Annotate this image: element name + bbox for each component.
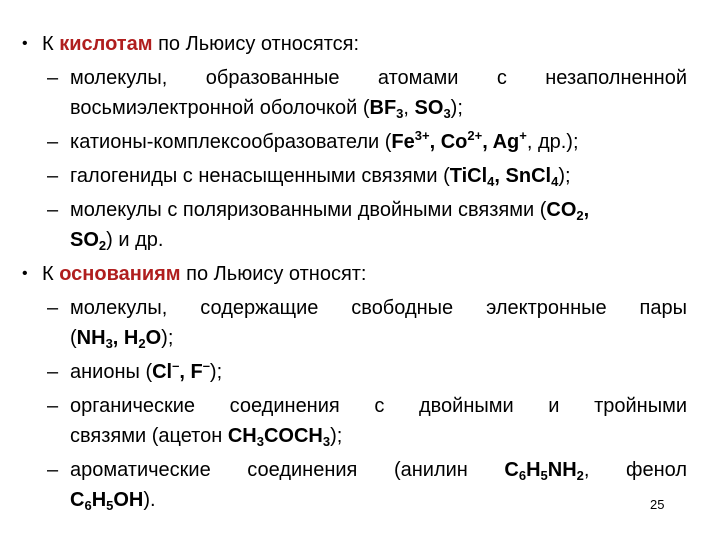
acids-item3: галогениды с ненасыщенными связями (TiCl$_4$, SnCl$_4$); <box>70 165 571 189</box>
bases-item3-line1: органические соединения с двойными и тройными <box>70 395 687 417</box>
dash: – <box>47 361 59 383</box>
dash: – <box>47 459 59 481</box>
bases-item4-line2: $C_6H_5OH$). <box>70 489 156 513</box>
bases-item1-line2: ($NH_3$, $H_2O$); <box>70 327 174 351</box>
dash: – <box>47 131 59 153</box>
acids-item4-line2: $SO_2$) и др. <box>70 229 164 253</box>
bases-item1-line1: молекулы, содержащие свободные электронные пары <box>70 297 687 319</box>
acids-item2: катионы-комплексообразователи ($Fe^{3+}$, $Co^{2+}$, Ag+, др.); <box>70 128 579 153</box>
acids-keyword: кислотам <box>59 33 153 55</box>
acids-item1-line2: восьмиэлектронной оболочкой ($BF_3$, $SO_3$); <box>70 97 463 121</box>
dash: – <box>47 165 59 187</box>
dash: – <box>47 199 59 221</box>
acids-heading: К кислотам по Льюису относятся: <box>42 33 360 55</box>
dash: – <box>47 67 59 89</box>
acids-item4-line1: молекулы с поляризованными двойными связями ($CO_2$, <box>70 199 590 223</box>
bases-keyword: основаниям <box>59 263 181 285</box>
bullet-bases: • <box>22 265 28 282</box>
acids-item1-line1: молекулы, образованные атомами с незаполненной <box>70 67 687 89</box>
bases-item2: анионы (Cl–, F–); <box>70 358 223 383</box>
bases-item4-line1: ароматические соединения (анилин $C_6H_5NH_2$, фенол <box>70 459 687 483</box>
bases-heading: К основаниям по Льюису относят: <box>42 263 367 285</box>
page-number: 25 <box>650 497 665 512</box>
bullet-acids: • <box>22 35 28 52</box>
bases-item3-line2: связями (ацетон $CH_3COCH_3$); <box>70 425 343 449</box>
dash: – <box>47 395 59 417</box>
dash: – <box>47 297 59 319</box>
